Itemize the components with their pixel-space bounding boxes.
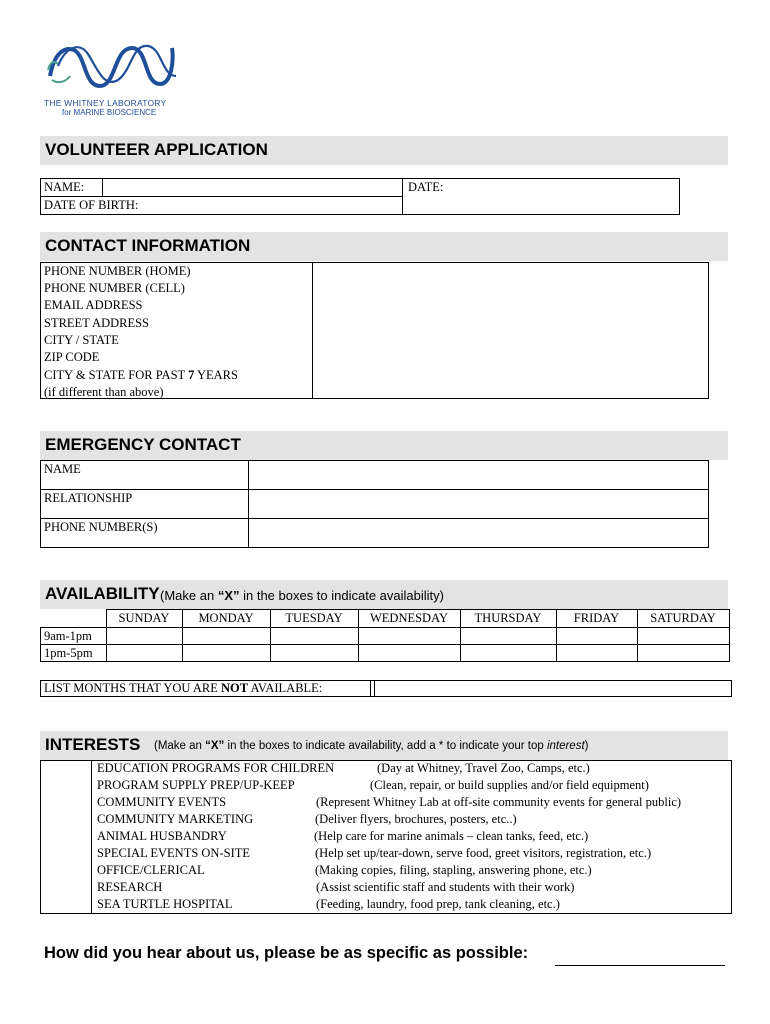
interest-row xyxy=(40,778,732,795)
interests-title: INTERESTS xyxy=(45,735,141,754)
availability-checkbox[interactable] xyxy=(557,645,637,661)
interest-name: COMMUNITY MARKETING xyxy=(97,812,254,826)
interests-section-header xyxy=(40,731,728,760)
interest-description: (Feeding, laundry, food prep, tank cleaning, etc.) xyxy=(316,897,560,911)
contact-field-label: STREET ADDRESS xyxy=(44,316,149,330)
interest-checkbox[interactable] xyxy=(42,846,90,862)
interest-name: SEA TURTLE HOSPITAL xyxy=(97,897,233,911)
availability-title: AVAILABILITY xyxy=(45,584,160,603)
interest-name: ANIMAL HUSBANDRY xyxy=(97,829,227,843)
contact-field-label: EMAIL ADDRESS xyxy=(44,298,143,312)
availability-checkbox[interactable] xyxy=(638,628,729,644)
interest-description: (Assist scientific staff and students with their work) xyxy=(316,880,575,894)
slot-label-morning: 9am-1pm xyxy=(44,629,92,643)
name-label: NAME: xyxy=(44,180,85,194)
logo-line-1: THE WHITNEY LABORATORY xyxy=(44,98,167,108)
emergency-relationship-field[interactable] xyxy=(250,490,708,517)
volunteer-section-header xyxy=(40,136,728,165)
referral-answer-field[interactable] xyxy=(555,947,725,966)
whitney-logo xyxy=(40,36,190,117)
availability-checkbox[interactable] xyxy=(359,628,460,644)
contact-field-label: ZIP CODE xyxy=(44,350,100,364)
date-label: DATE: xyxy=(408,180,444,194)
months-unavailable-field[interactable] xyxy=(376,681,731,696)
interest-row xyxy=(40,880,732,897)
slot-label-afternoon: 1pm-5pm xyxy=(44,646,93,660)
emergency-title: EMERGENCY CONTACT xyxy=(45,435,241,454)
interest-checkbox[interactable] xyxy=(42,897,90,913)
availability-section-header xyxy=(40,580,728,609)
interest-checkbox[interactable] xyxy=(42,761,90,777)
availability-checkbox[interactable] xyxy=(359,645,460,661)
interest-description: (Clean, repair, or build supplies and/or field equipment) xyxy=(370,778,649,792)
months-unavailable-label: LIST MONTHS THAT YOU ARE NOT AVAILABLE: xyxy=(44,681,323,695)
availability-checkbox[interactable] xyxy=(271,645,358,661)
wave-logo-icon xyxy=(40,36,190,98)
emergency-name-field[interactable] xyxy=(250,461,708,488)
day-header-tuesday: TUESDAY xyxy=(285,611,343,625)
past-address-note: (if different than above) xyxy=(44,385,164,399)
interest-description: (Deliver flyers, brochures, posters, etc..) xyxy=(315,812,517,826)
interest-row xyxy=(40,897,732,914)
day-header-friday: FRIDAY xyxy=(573,611,620,625)
emergency-phone-field[interactable] xyxy=(250,519,708,547)
availability-checkbox[interactable] xyxy=(638,645,729,661)
interest-name: EDUCATION PROGRAMS FOR CHILDREN xyxy=(97,761,335,775)
interest-checkbox[interactable] xyxy=(42,778,90,794)
interest-checkbox[interactable] xyxy=(42,880,90,896)
interest-row xyxy=(40,863,732,880)
emergency-section-header xyxy=(40,431,728,460)
day-header-wednesday: WEDNESDAY xyxy=(369,611,448,625)
interest-checkbox[interactable] xyxy=(42,812,90,828)
interest-checkbox[interactable] xyxy=(42,863,90,879)
interest-checkbox[interactable] xyxy=(42,795,90,811)
availability-checkbox[interactable] xyxy=(107,645,182,661)
availability-checkbox[interactable] xyxy=(271,628,358,644)
dob-field[interactable] xyxy=(160,197,400,214)
availability-checkbox[interactable] xyxy=(461,645,556,661)
interest-row xyxy=(40,812,732,829)
availability-checkbox[interactable] xyxy=(107,628,182,644)
contact-section-header xyxy=(40,232,728,261)
interest-checkbox[interactable] xyxy=(42,829,90,845)
interest-description: (Help care for marine animals – clean tanks, feed, etc.) xyxy=(314,829,589,843)
availability-checkbox[interactable] xyxy=(183,628,270,644)
volunteer-title: VOLUNTEER APPLICATION xyxy=(45,140,268,159)
interest-row xyxy=(40,761,732,778)
availability-checkbox[interactable] xyxy=(557,628,637,644)
availability-checkbox[interactable] xyxy=(183,645,270,661)
interests-note: (Make an “X” in the boxes to indicate availability, add a * to indicate your top interest) xyxy=(154,740,589,752)
day-header-sunday: SUNDAY xyxy=(118,611,170,625)
date-field[interactable] xyxy=(452,179,678,196)
contact-entry-area[interactable] xyxy=(314,263,708,398)
contact-field-label: PHONE NUMBER (HOME) xyxy=(44,264,191,278)
interest-name: SPECIAL EVENTS ON-SITE xyxy=(97,846,251,860)
dob-label: DATE OF BIRTH: xyxy=(44,198,139,212)
emergency-relationship-label: RELATIONSHIP xyxy=(44,491,133,505)
availability-checkbox[interactable] xyxy=(461,628,556,644)
interest-row xyxy=(40,829,732,846)
contact-field-label: PHONE NUMBER (CELL) xyxy=(44,281,185,295)
interest-description: (Represent Whitney Lab at off-site community events for general public) xyxy=(316,795,682,809)
interest-row xyxy=(40,846,732,863)
interest-row xyxy=(40,795,732,812)
availability-grid xyxy=(40,609,730,662)
contact-field-label: CITY / STATE xyxy=(44,333,119,347)
emergency-name-label: NAME xyxy=(44,462,81,476)
interest-name: RESEARCH xyxy=(97,880,163,894)
interest-name: PROGRAM SUPPLY PREP/UP-KEEP xyxy=(97,778,295,792)
availability-note: (Make an “X” in the boxes to indicate availability) xyxy=(160,588,444,603)
interest-description: (Making copies, filing, stapling, answering phone, etc.) xyxy=(315,863,592,877)
interest-name: OFFICE/CLERICAL xyxy=(97,863,205,877)
day-header-thursday: THURSDAY xyxy=(474,611,542,625)
interest-description: (Day at Whitney, Travel Zoo, Camps, etc.) xyxy=(377,761,590,775)
past-address-label: CITY & STATE FOR PAST 7 YEARS xyxy=(44,368,238,382)
interest-description: (Help set up/tear-down, serve food, greet visitors, registration, etc.) xyxy=(315,846,652,860)
day-header-saturday: SATURDAY xyxy=(650,611,716,625)
logo-line-2: for MARINE BIOSCIENCE xyxy=(62,108,157,117)
contact-title: CONTACT INFORMATION xyxy=(45,236,251,255)
interest-name: COMMUNITY EVENTS xyxy=(97,795,227,809)
emergency-phone-label: PHONE NUMBER(S) xyxy=(44,520,158,534)
referral-question: How did you hear about us, please be as specific as possible: xyxy=(44,944,529,962)
name-field[interactable] xyxy=(102,178,403,197)
day-header-monday: MONDAY xyxy=(198,611,254,625)
